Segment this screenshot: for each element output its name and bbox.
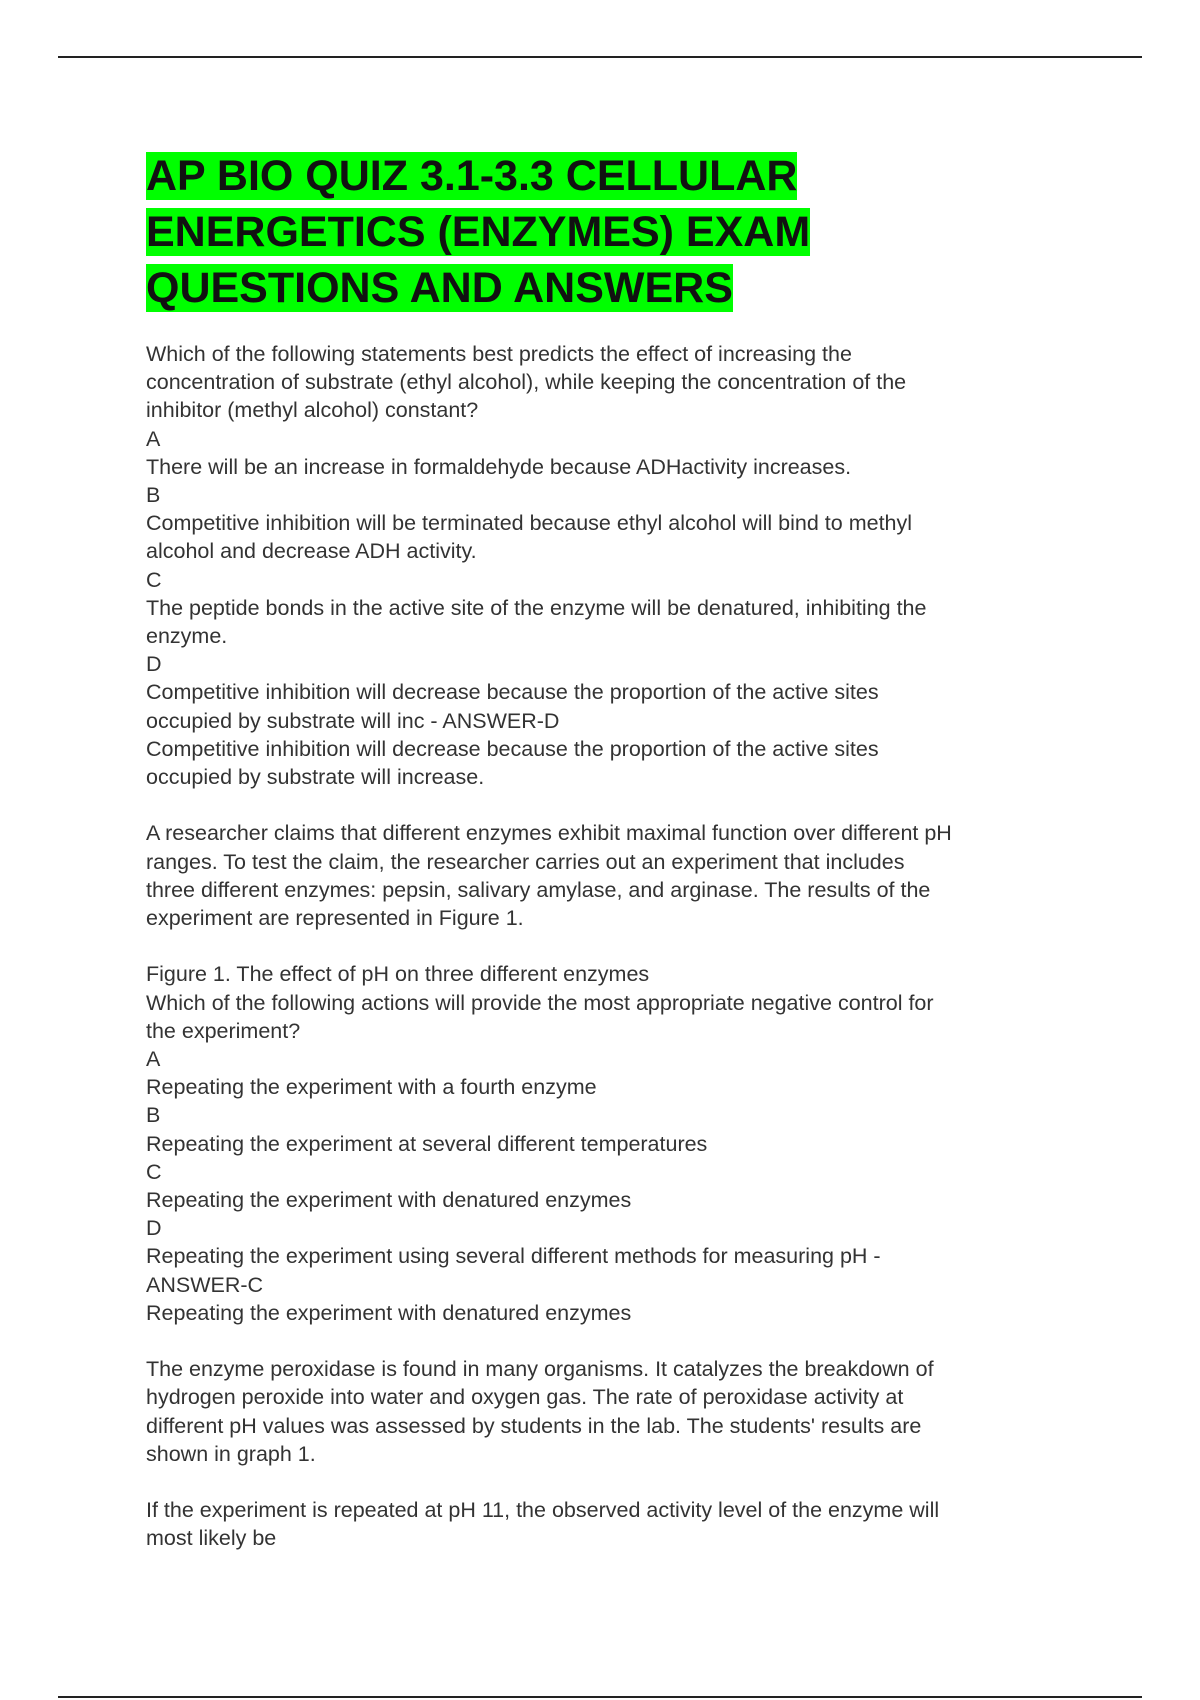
question-1 bbox=[146, 340, 1076, 791]
q2-intro-line-3: three different enzymes: pepsin, salivary amylase, and arginase. The results of the bbox=[146, 877, 931, 902]
q2-question-line-1: Which of the following actions will provide the most appropriate negative control for bbox=[146, 990, 934, 1015]
top-rule bbox=[58, 56, 1142, 58]
q2-intro-line-1: A researcher claims that different enzymes exhibit maximal function over different pH bbox=[146, 821, 952, 846]
q1-option-d-label: D bbox=[146, 652, 162, 677]
question-3 bbox=[146, 1355, 1076, 1552]
title-line-3: QUESTIONS AND ANSWERS bbox=[146, 264, 733, 312]
q2-option-c-text: Repeating the experiment with denatured enzymes bbox=[146, 1188, 632, 1213]
paragraph-gap bbox=[146, 932, 1076, 960]
q3-intro-line-2: hydrogen peroxide into water and oxygen gas. The rate of peroxidase activity at bbox=[146, 1385, 904, 1410]
document-title bbox=[146, 148, 1076, 316]
document-body bbox=[146, 340, 1076, 1553]
q2-answer: Repeating the experiment with denatured enzymes bbox=[146, 1300, 632, 1325]
paragraph-gap bbox=[146, 1468, 1076, 1496]
q2-option-d-label: D bbox=[146, 1216, 162, 1241]
q1-question-line-3: inhibitor (methyl alcohol) constant? bbox=[146, 398, 479, 423]
question-2 bbox=[146, 819, 1076, 1327]
q1-option-a-label: A bbox=[146, 426, 161, 451]
paragraph-gap bbox=[146, 1327, 1076, 1355]
q1-option-b-text-1: Competitive inhibition will be terminated because ethyl alcohol will bind to methyl bbox=[146, 511, 913, 536]
q2-option-a-label: A bbox=[146, 1047, 161, 1072]
q2-option-b-label: B bbox=[146, 1103, 161, 1128]
q1-option-c-text-1: The peptide bonds in the active site of the enzyme will be denatured, inhibiting the bbox=[146, 595, 927, 620]
title-line-1: AP BIO QUIZ 3.1-3.3 CELLULAR bbox=[146, 152, 798, 200]
q2-intro-line-4: experiment are represented in Figure 1. bbox=[146, 906, 524, 931]
q3-question-line-2: most likely be bbox=[146, 1526, 277, 1551]
q3-intro-line-4: shown in graph 1. bbox=[146, 1441, 316, 1466]
q1-option-d-text-2: occupied by substrate will inc - ANSWER-D bbox=[146, 708, 560, 733]
q1-option-d-text-1: Competitive inhibition will decrease because the proportion of the active sites bbox=[146, 680, 879, 705]
title-line-2: ENERGETICS (ENZYMES) EXAM bbox=[146, 208, 811, 256]
q1-option-a-text: There will be an increase in formaldehyde because ADHactivity increases. bbox=[146, 454, 852, 479]
q2-option-d-text-2: ANSWER-C bbox=[146, 1272, 264, 1297]
q2-option-b-text: Repeating the experiment at several different temperatures bbox=[146, 1131, 708, 1156]
q2-option-c-label: C bbox=[146, 1159, 162, 1184]
q1-option-b-text-2: alcohol and decrease ADH activity. bbox=[146, 539, 477, 564]
q1-question-line-2: concentration of substrate (ethyl alcohol), while keeping the concentration of the bbox=[146, 370, 907, 395]
q3-intro-line-3: different pH values was assessed by students in the lab. The students' results are bbox=[146, 1413, 922, 1438]
q2-option-d-text-1: Repeating the experiment using several different methods for measuring pH - bbox=[146, 1244, 881, 1269]
paragraph-gap bbox=[146, 791, 1076, 819]
q3-question-line-1: If the experiment is repeated at pH 11, the observed activity level of the enzyme will bbox=[146, 1498, 940, 1523]
q1-question-line-1: Which of the following statements best predicts the effect of increasing the bbox=[146, 342, 852, 366]
q1-option-b-label: B bbox=[146, 483, 161, 508]
q2-question-line-2: the experiment? bbox=[146, 1018, 301, 1043]
q1-option-c-label: C bbox=[146, 567, 162, 592]
q1-answer-line-2: occupied by substrate will increase. bbox=[146, 765, 485, 790]
q3-intro-line-1: The enzyme peroxidase is found in many organisms. It catalyzes the breakdown of bbox=[146, 1357, 934, 1382]
page-content bbox=[146, 148, 1076, 1553]
q2-figure-caption: Figure 1. The effect of pH on three different enzymes bbox=[146, 962, 650, 987]
q1-answer-line-1: Competitive inhibition will decrease because the proportion of the active sites bbox=[146, 736, 879, 761]
q2-intro-line-2: ranges. To test the claim, the researcher carries out an experiment that includes bbox=[146, 849, 905, 874]
q1-option-c-text-2: enzyme. bbox=[146, 624, 228, 649]
bottom-rule bbox=[58, 1696, 1142, 1698]
q2-option-a-text: Repeating the experiment with a fourth enzyme bbox=[146, 1075, 597, 1100]
